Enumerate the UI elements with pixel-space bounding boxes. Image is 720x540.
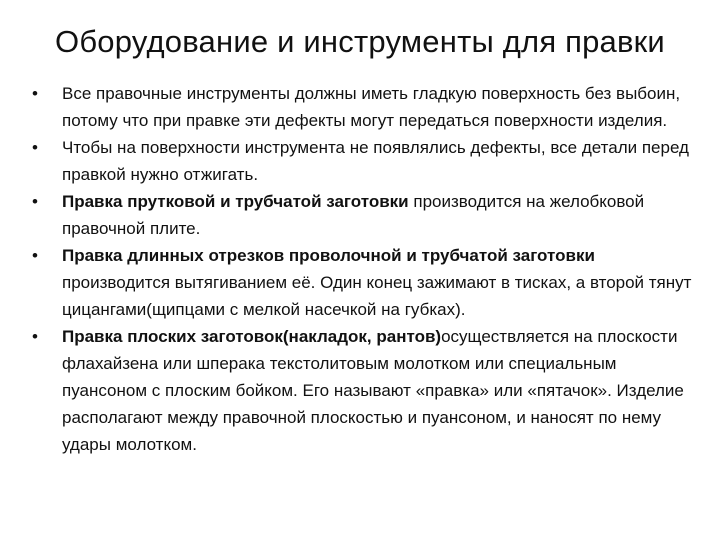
- bullet-item-3: [28, 188, 696, 242]
- bullet-icon: •: [32, 192, 38, 211]
- bullet-icon: •: [32, 327, 38, 346]
- bullet-text: производится на желобковой правочной плите.: [62, 192, 645, 238]
- bullet-text: производится вытягиванием её. Один конец зажимают в тисках, а второй тянут цицангами(щипцами с мелкой насечкой на губках).: [62, 273, 692, 319]
- bullet-text: Чтобы на поверхности инструмента не появлялись дефекты, все детали перед правкой нужно отжигать.: [62, 138, 689, 184]
- bullet-item-2: [28, 134, 696, 188]
- bullet-icon: •: [32, 246, 38, 265]
- bullet-item-5: [28, 323, 696, 458]
- bullet-list: [28, 80, 696, 458]
- bullet-text: осуществляется на плоскости флахайзена или шперака текстолитовым молотком или специальным пуансоном с плоским бойком. Его называют «правка» или «пятачок». Изделие располагают между правочной плоскостью и пуансоном, и наносят по нему удары молотком.: [62, 327, 684, 454]
- bullet-bold-text: Правка плоских заготовок(накладок, рантов): [62, 327, 442, 346]
- bullet-bold-text: Правка прутковой и трубчатой заготовки: [62, 192, 409, 211]
- bullet-icon: •: [32, 84, 38, 103]
- bullet-text: Все правочные инструменты должны иметь гладкую поверхность без выбоин, потому что при правке эти дефекты могут передаться поверхности изделия.: [62, 84, 681, 130]
- bullet-item-1: [28, 80, 696, 134]
- bullet-item-4: [28, 242, 696, 323]
- slide-title: Оборудование и инструменты для правки: [55, 24, 665, 59]
- bullet-bold-text: Правка длинных отрезков проволочной и трубчатой заготовки: [62, 246, 595, 265]
- bullet-icon: •: [32, 138, 38, 157]
